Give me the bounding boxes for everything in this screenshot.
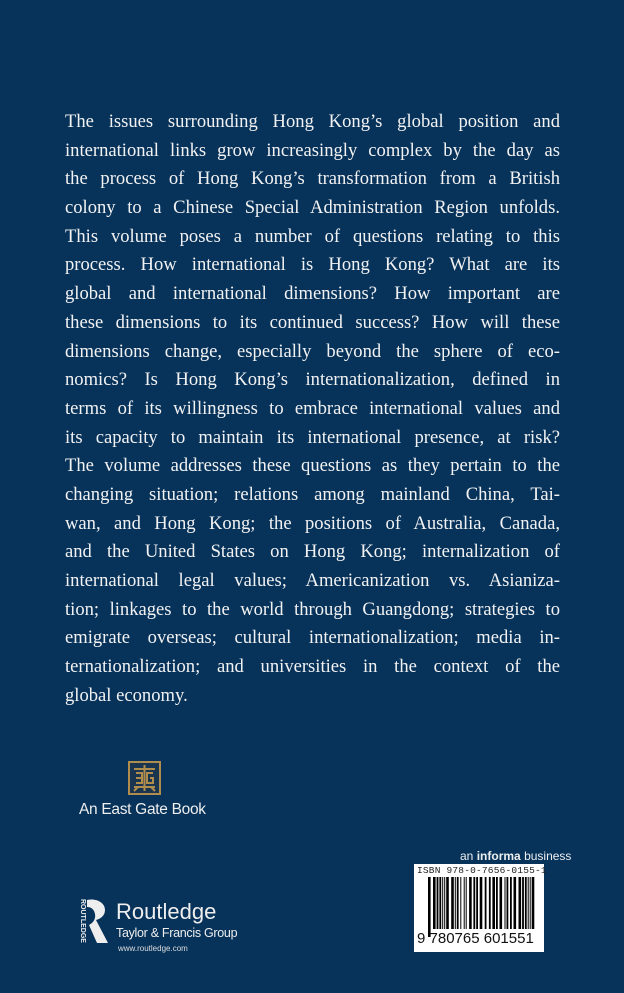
barcode-bar: [476, 877, 478, 929]
barcode-bar: [500, 877, 503, 929]
blurb-line: global and international dimensions? How important are: [65, 283, 560, 305]
barcode-bar: [522, 877, 524, 929]
blurb-line: and the United States on Hong Kong; internalization of: [65, 541, 560, 563]
informa-tagline: [460, 849, 571, 863]
informa-brand: informa: [476, 849, 521, 863]
blurb-line: the process of Hong Kong’s transformation from a British: [65, 168, 560, 190]
blurb-line: terms of its willingness to embrace international values and: [65, 397, 560, 419]
blurb-line: The issues surrounding Hong Kong’s global position and: [65, 111, 560, 132]
barcode-bar: [519, 877, 522, 929]
barcode-bar: [489, 877, 491, 929]
barcode-bar: [528, 877, 529, 929]
back-cover-blurb: [65, 108, 560, 710]
informa-suffix: business: [524, 849, 572, 863]
barcode-bar: [480, 877, 483, 929]
ean-number: 9 780765 601551: [417, 930, 534, 947]
barcode-bar: [442, 877, 443, 929]
barcode-bar: [466, 877, 467, 929]
blurb-line: nomics? Is Hong Kong’s internationalization, defined in: [65, 369, 560, 391]
barcode-bar: [473, 877, 475, 929]
blurb-line: international links grow increasingly complex by the day as: [65, 139, 560, 161]
barcode-bar: [532, 877, 535, 929]
barcode-bar: [530, 877, 531, 929]
publisher-name: Routledge: [116, 899, 217, 924]
barcode-bar: [505, 877, 506, 929]
svg-text:ROUTLEDGE: ROUTLEDGE: [79, 899, 86, 943]
barcode-bar: [428, 877, 431, 937]
barcode-bar: [444, 877, 445, 929]
blurb-line: process. How international is Hong Kong? What are its: [65, 254, 560, 276]
barcode-bar: [457, 877, 459, 929]
routledge-logo-icon: [75, 897, 111, 945]
barcode-bar: [510, 877, 512, 929]
publisher-group: Taylor & Francis Group: [116, 926, 238, 940]
barcode-bar: [446, 877, 449, 929]
blurb-line: international legal values; Americanization vs. Asianiza-: [65, 570, 560, 591]
blurb-line: wan, and Hong Kong; the positions of Australia, Canada,: [65, 512, 560, 534]
isbn-barcode: [414, 864, 547, 952]
barcode-bar: [469, 877, 472, 929]
barcode-bar: [451, 877, 454, 929]
blurb-line: colony to a Chinese Special Administration Region unfolds.: [65, 197, 560, 219]
barcode-bar: [437, 877, 439, 929]
blurb-line: changing situation; relations among mainland China, Tai-: [65, 483, 560, 505]
blurb-line: tion; linkages to the world through Guangdong; strategies to: [65, 598, 560, 620]
blurb-line: these dimensions to its continued success? How will these: [65, 311, 560, 333]
barcode-bar: [492, 877, 495, 929]
blurb-line: global economy.: [65, 684, 188, 706]
imprint-label: An East Gate Book: [79, 801, 206, 818]
blurb-line: emigrate overseas; cultural internationalization; media in-: [65, 627, 560, 649]
barcode-bar: [514, 877, 517, 929]
barcode-bar: [525, 877, 527, 929]
barcode-bar: [460, 877, 461, 929]
barcode-bar: [439, 877, 441, 929]
east-gate-logo-icon: [128, 761, 161, 795]
blurb-line: its capacity to maintain its international presence, at risk?: [65, 426, 560, 448]
isbn-text: ISBN 978-0-7656-0155-1: [417, 865, 547, 876]
barcode-bar: [464, 877, 465, 929]
barcode-bar: [433, 877, 436, 929]
blurb-line: ternationalization; and universities in the context of the: [65, 656, 560, 678]
blurb-line: This volume poses a number of questions relating to this: [65, 225, 560, 247]
barcode-bars: [428, 877, 538, 937]
blurb-line: dimensions change, especially beyond the sphere of eco-: [65, 340, 560, 362]
publisher-url: www.routledge.com: [118, 944, 188, 953]
barcode-bar: [507, 877, 509, 929]
barcode-bar: [496, 877, 498, 929]
barcode-bar: [455, 877, 456, 929]
informa-prefix: an: [460, 849, 474, 863]
barcode-bar: [485, 877, 487, 929]
blurb-line: The volume addresses these questions as they pertain to the: [65, 455, 560, 477]
